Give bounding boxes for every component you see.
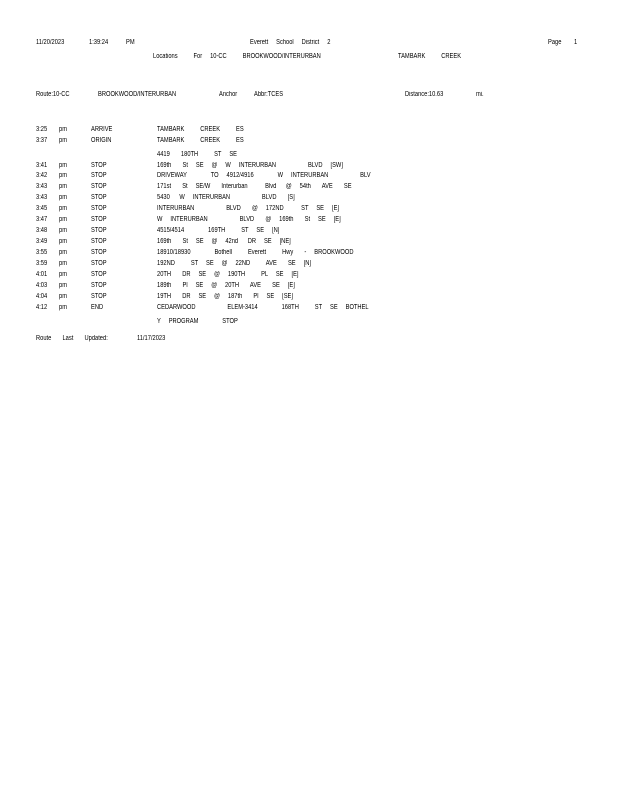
stop-action: STOP (91, 162, 107, 169)
stop-row (0, 260, 618, 270)
report-subtitle-school: TAMBARK CREEK (398, 53, 462, 60)
stop-location: 19TH DR SE @ 187th Pl SE [SE] (157, 293, 293, 300)
report-date: 11/20/2023 (36, 39, 65, 46)
stop-action: STOP (91, 260, 107, 267)
stop-action: STOP (91, 194, 107, 201)
stop-action: STOP (91, 227, 107, 234)
stop-location: CEDARWOOD ELEM-3414 168TH ST SE BOTHEL (157, 304, 369, 311)
distance-unit: mi. (476, 91, 484, 98)
stop-location: 189th Pl SE @ 20TH AVE SE [E] (157, 282, 295, 289)
stop-row (0, 249, 618, 259)
anchor-abbr: Abbr:TCES (254, 91, 284, 98)
stop-action: STOP (91, 183, 107, 190)
stop-location: TAMBARK CREEK ES (157, 137, 244, 144)
stop-action: END (91, 304, 104, 311)
stop-location: 4419 180TH ST SE (157, 151, 237, 158)
stop-row (0, 238, 618, 248)
stop-row (0, 282, 618, 292)
stop-location: 18910/18930 Bothell Everett Hwy - BROOKWOOD (157, 249, 354, 256)
stop-location: 171st St SE/W Interurban Blvd @ 54th AVE SE (157, 183, 352, 190)
stop-ampm: pm (59, 162, 67, 169)
stop-location: TAMBARK CREEK ES (157, 126, 244, 133)
stop-action: STOP (91, 293, 107, 300)
route-name: BROOKWOOD/INTERURBAN (98, 91, 177, 98)
stop-time: 3:48 (36, 227, 48, 234)
stop-action: STOP (91, 238, 107, 245)
stop-ampm: pm (59, 293, 67, 300)
stop-time: 3:42 (36, 172, 48, 179)
page-number: 1 (574, 39, 578, 46)
stop-ampm: pm (59, 126, 67, 133)
stop-location: Y PROGRAM STOP (157, 318, 238, 325)
report-subtitle: Locations For 10-CC BROOKWOOD/INTERURBAN (153, 53, 321, 60)
stop-location: 20TH DR SE @ 190TH PL SE [E] (157, 271, 299, 278)
stop-time: 3:55 (36, 249, 48, 256)
stop-ampm: pm (59, 194, 67, 201)
stop-time: 4:01 (36, 271, 48, 278)
stop-ampm: pm (59, 137, 67, 144)
stop-row (0, 162, 618, 172)
stop-action: ORIGIN (91, 137, 112, 144)
stop-time: 3:37 (36, 137, 48, 144)
stop-location: 5430 W INTERURBAN BLVD [S] (157, 194, 295, 201)
stop-action: STOP (91, 172, 107, 179)
stop-action: STOP (91, 216, 107, 223)
last-updated-label: Route Last Updated: (36, 335, 108, 342)
anchor-label: Anchor (219, 91, 238, 98)
stop-time: 3:41 (36, 162, 48, 169)
report-time: 1:39:24 (89, 39, 109, 46)
stop-action: ARRIVE (91, 126, 113, 133)
stop-ampm: pm (59, 304, 67, 311)
stop-ampm: pm (59, 260, 67, 267)
stop-time: 3:43 (36, 183, 48, 190)
stop-action: STOP (91, 249, 107, 256)
stop-location: 192ND ST SE @ 22ND AVE SE [N] (157, 260, 311, 267)
stop-row (0, 126, 618, 136)
stop-row (0, 293, 618, 303)
stop-time: 3:25 (36, 126, 48, 133)
stop-time: 3:59 (36, 260, 48, 267)
stop-row (0, 304, 618, 314)
last-updated-date: 11/17/2023 (137, 335, 166, 342)
stop-time: 4:04 (36, 293, 48, 300)
route-id: Route:10-CC (36, 91, 70, 98)
stop-ampm: pm (59, 183, 67, 190)
stop-time: 3:45 (36, 205, 48, 212)
stop-row (0, 183, 618, 193)
stop-row (0, 227, 618, 237)
stop-time: 3:49 (36, 238, 48, 245)
stop-row (0, 194, 618, 204)
stop-row (0, 216, 618, 226)
stop-row (0, 271, 618, 281)
stop-location: 169th St SE @ 42nd DR SE [NE] (157, 238, 291, 245)
stop-action: STOP (91, 271, 107, 278)
stop-action: STOP (91, 282, 107, 289)
report-title: Everett School District 2 (250, 39, 331, 46)
stop-location: 169th St SE @ W INTERURBAN BLVD [SW] (157, 162, 343, 169)
stop-ampm: pm (59, 238, 67, 245)
stop-ampm: pm (59, 227, 67, 234)
stop-row (0, 137, 618, 147)
stop-time: 3:43 (36, 194, 48, 201)
stop-location: DRIVEWAY TO 4912/4916 W INTERURBAN BLV (157, 172, 371, 179)
stop-row (0, 151, 618, 161)
route-distance: Distance:10.63 (405, 91, 444, 98)
stop-ampm: pm (59, 282, 67, 289)
stop-location: W INTERURBAN BLVD @ 169th St SE [E] (157, 216, 341, 223)
stop-ampm: pm (59, 205, 67, 212)
stop-ampm: pm (59, 271, 67, 278)
stop-location: 4515/4514 169TH ST SE [N] (157, 227, 280, 234)
stop-row (0, 172, 618, 182)
stop-time: 3:47 (36, 216, 48, 223)
stop-time: 4:03 (36, 282, 48, 289)
page-label: Page (548, 39, 562, 46)
stop-row (0, 205, 618, 215)
report-ampm: PM (126, 39, 135, 46)
stop-action: STOP (91, 205, 107, 212)
stop-ampm: pm (59, 172, 67, 179)
stop-ampm: pm (59, 216, 67, 223)
stop-row (0, 318, 618, 328)
stop-ampm: pm (59, 249, 67, 256)
stop-time: 4:12 (36, 304, 48, 311)
stop-location: INTERURBAN BLVD @ 172ND ST SE [E] (157, 205, 340, 212)
